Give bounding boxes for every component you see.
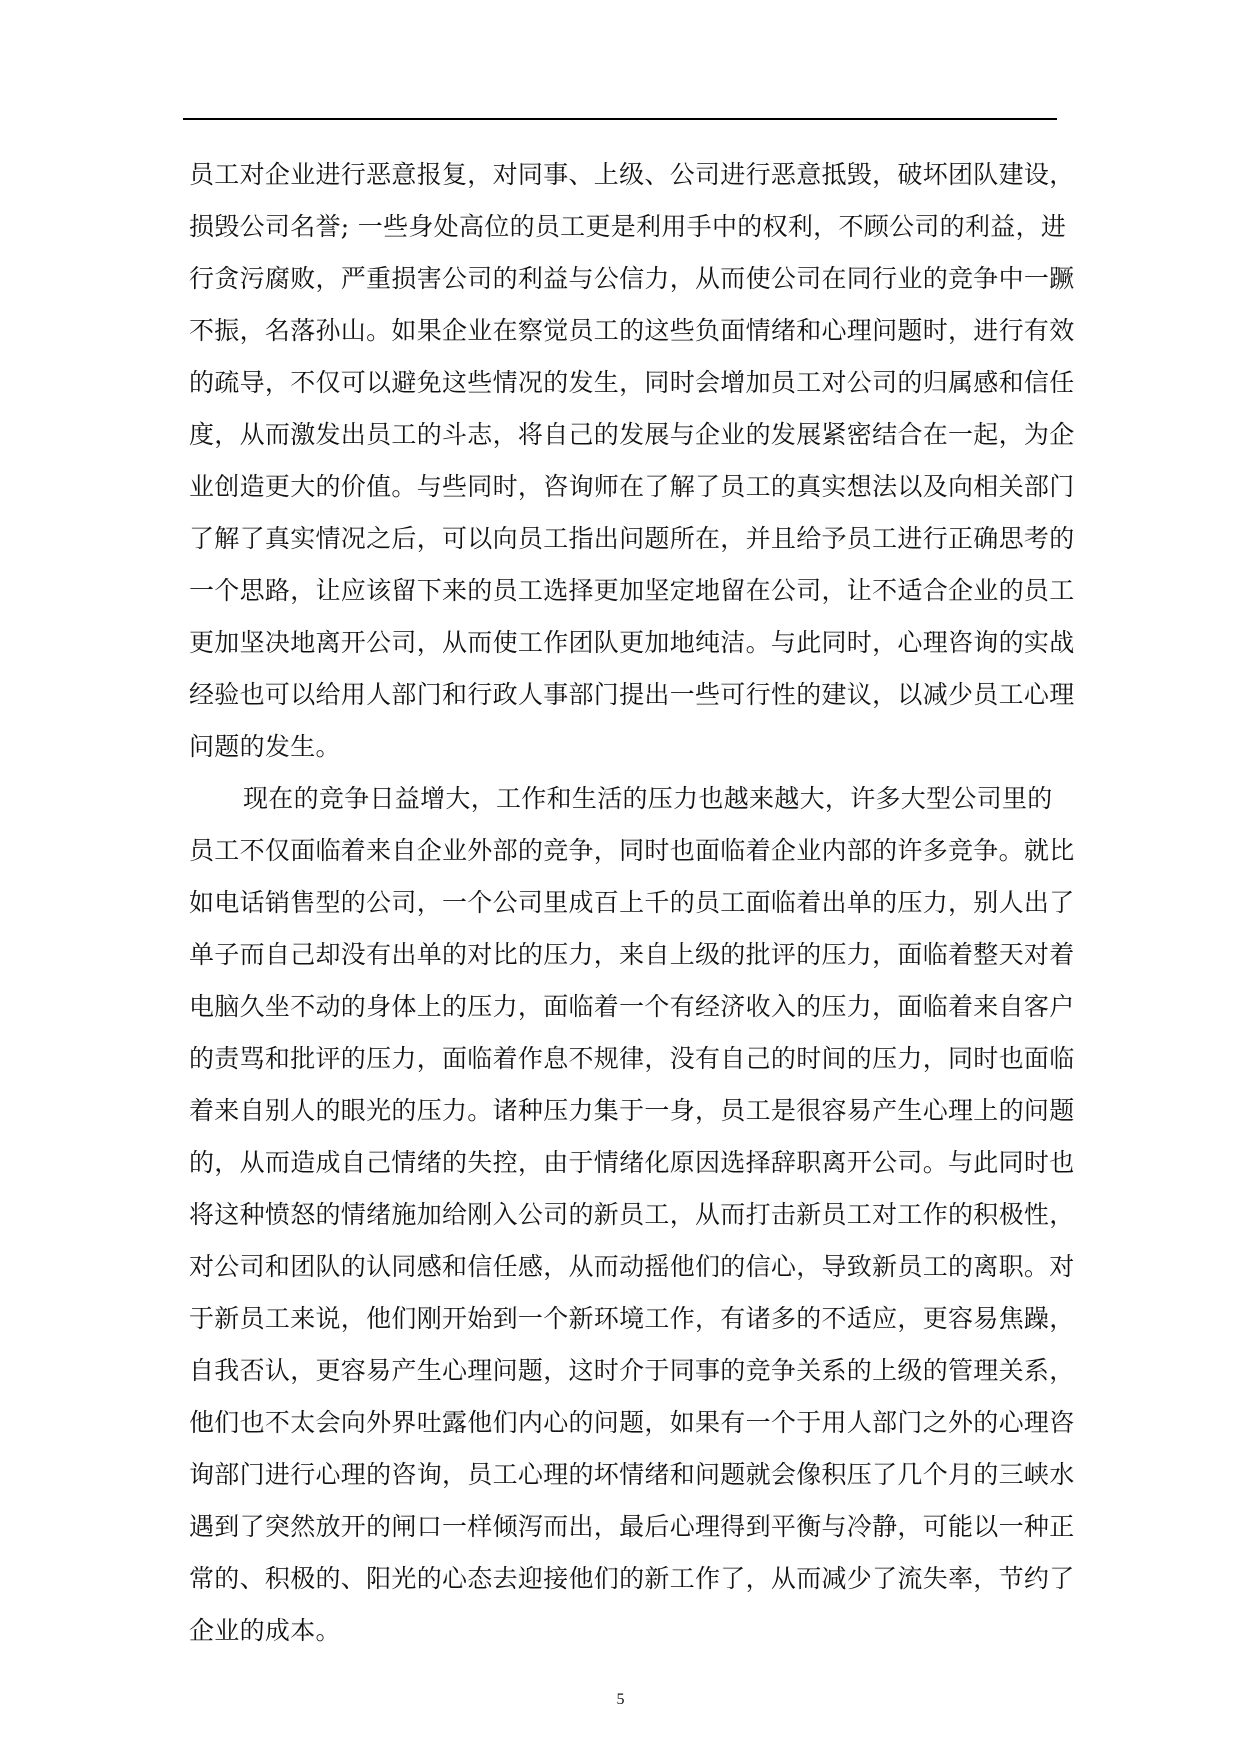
paragraph-2-line-5: 电脑久坐不动的身体上的压力，面临着一个有经济收入的压力，面临着来自客户 (189, 992, 1075, 1021)
paragraph-2-line-4: 单子而自己却没有出单的对比的压力，来自上级的批评的压力，面临着整天对着 (189, 940, 1075, 969)
paragraph-1-line-5: 的疏导，不仅可以避免这些情况的发生，同时会增加员工对公司的归属感和信任 (189, 368, 1075, 397)
paragraph-2-line-9: 将这种愤怒的情绪施加给刚入公司的新员工，从而打击新员工对工作的积极性， (189, 1200, 1075, 1229)
paragraph-1-line-4: 不振，名落孙山。如果企业在察觉员工的这些负面情绪和心理问题时，进行有效 (189, 316, 1075, 345)
page-number: 5 (616, 1691, 625, 1708)
paragraph-1-line-7: 业创造更大的价值。与些同时，咨询师在了解了员工的真实想法以及向相关部门 (189, 472, 1075, 501)
paragraph-2-line-7: 着来自别人的眼光的压力。诸种压力集于一身，员工是很容易产生心理上的问题 (189, 1096, 1075, 1125)
paragraph-1-line-1: 员工对企业进行恶意报复，对同事、上级、公司进行恶意抵毁，破坏团队建设， (189, 160, 1075, 189)
paragraph-1-line-6: 度，从而激发出员工的斗志，将自己的发展与企业的发展紧密结合在一起，为企 (189, 420, 1075, 449)
paragraph-2-line-3: 如电话销售型的公司，一个公司里成百上千的员工面临着出单的压力，别人出了 (189, 888, 1075, 917)
paragraph-2-line-12: 自我否认，更容易产生心理问题，这时介于同事的竞争关系的上级的管理关系， (189, 1356, 1075, 1385)
paragraph-2-line-10: 对公司和团队的认同感和信任感，从而动摇他们的信心，导致新员工的离职。对 (189, 1252, 1075, 1281)
paragraph-1-line-8: 了解了真实情况之后，可以向员工指出问题所在，并且给予员工进行正确思考的 (189, 524, 1075, 553)
paragraph-1-line-9: 一个思路，让应该留下来的员工选择更加坚定地留在公司，让不适合企业的员工 (189, 576, 1075, 605)
paragraph-1-line-2: 损毁公司名誉; 一些身处高位的员工更是利用手中的权利，不顾公司的利益，进 (189, 212, 1067, 241)
paragraph-2-line-15: 遇到了突然放开的闸口一样倾泻而出，最后心理得到平衡与冷静，可能以一种正 (189, 1512, 1075, 1541)
paragraph-1-line-11: 经验也可以给用人部门和行政人事部门提出一些可行性的建议，以减少员工心理 (189, 680, 1075, 709)
paragraph-2-line-11: 于新员工来说，他们刚开始到一个新环境工作，有诸多的不适应，更容易焦躁， (189, 1304, 1075, 1333)
header-rule (183, 118, 1057, 120)
paragraph-2-line-2: 员工不仅面临着来自企业外部的竞争，同时也面临着企业内部的许多竞争。就比 (189, 836, 1075, 865)
paragraph-1-line-12: 问题的发生。 (189, 732, 341, 761)
paragraph-1-line-10: 更加坚决地离开公司，从而使工作团队更加地纯洁。与此同时，心理咨询的实战 (189, 628, 1075, 657)
paragraph-1-line-3: 行贪污腐败，严重损害公司的利益与公信力，从而使公司在同行业的竞争中一蹶 (189, 264, 1075, 293)
paragraph-2-line-1: 现在的竞争日益增大，工作和生活的压力也越来越大，许多大型公司里的 (243, 784, 1053, 813)
paragraph-2-line-16: 常的、积极的、阳光的心态去迎接他们的新工作了，从而减少了流失率，节约了 (189, 1564, 1075, 1593)
paragraph-2-line-13: 他们也不太会向外界吐露他们内心的问题，如果有一个于用人部门之外的心理咨 (189, 1408, 1075, 1437)
paragraph-2-line-14: 询部门进行心理的咨询，员工心理的坏情绪和问题就会像积压了几个月的三峡水 (189, 1460, 1075, 1489)
paragraph-2-line-8: 的，从而造成自己情绪的失控，由于情绪化原因选择辞职离开公司。与此同时也 (189, 1148, 1075, 1177)
paragraph-2-line-17: 企业的成本。 (189, 1616, 341, 1645)
paragraph-2-line-6: 的责骂和批评的压力，面临着作息不规律，没有自己的时间的压力，同时也面临 (189, 1044, 1075, 1073)
